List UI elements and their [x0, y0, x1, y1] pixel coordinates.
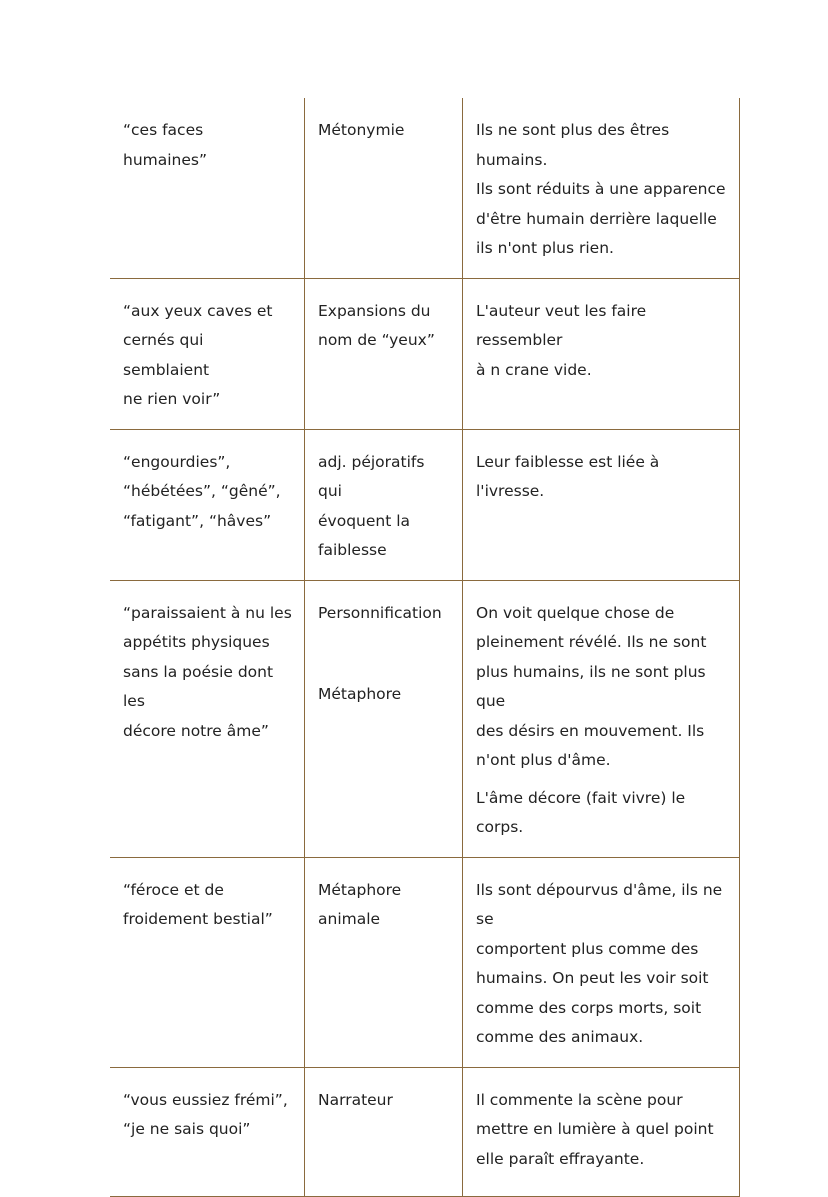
- analyse-text: Ils ne sont plus des êtres humains.: [476, 121, 670, 169]
- procede-text: Métaphore: [318, 880, 402, 899]
- procede-text: animale: [318, 910, 381, 928]
- analyse-text: elle paraît effrayante.: [476, 1149, 645, 1168]
- quote-text: “féroce et de: [123, 880, 224, 899]
- quote-text: “hébétées”, “gêné”,: [123, 482, 281, 500]
- procede-cell: [305, 429, 463, 580]
- procede-text: Métonymie: [318, 121, 405, 139]
- procede-cell: [305, 98, 463, 278]
- table-row: [110, 1067, 740, 1196]
- quote-text: froidement bestial”: [123, 910, 273, 928]
- quote-text: décore notre âme”: [123, 721, 269, 740]
- quote-cell: [110, 98, 305, 278]
- analyse-cell: [463, 98, 740, 278]
- procede-cell: [305, 857, 463, 1067]
- quote-text: “engourdies”,: [123, 452, 231, 471]
- quote-text: “paraissaient à nu les: [123, 603, 292, 622]
- procede-text: Métaphore: [318, 685, 402, 703]
- analyse-cell: [463, 857, 740, 1067]
- analyse-text: d'être humain derrière laquelle: [476, 209, 717, 228]
- quote-text: sans la poésie dont les: [123, 662, 274, 710]
- procede-text: faiblesse: [318, 541, 387, 559]
- procede-cell: [305, 1067, 463, 1196]
- procede-text: Personnification: [318, 603, 442, 622]
- quote-text: cernés qui semblaient: [123, 331, 210, 379]
- quote-text: “ces faces humaines”: [123, 121, 208, 169]
- analyse-text: des désirs en mouvement. Ils: [476, 721, 705, 740]
- analyse-text: Ils sont réduits à une apparence: [476, 180, 726, 198]
- quote-cell: [110, 429, 305, 580]
- analyse-text: comme des corps morts, soit: [476, 998, 702, 1017]
- analyse-cell: [463, 429, 740, 580]
- table-row: [110, 98, 740, 278]
- analyse-text: Ils sont dépourvus d'âme, ils ne se: [476, 880, 723, 928]
- analyse-text: plus humains, ils ne sont plus que: [476, 662, 706, 710]
- procede-text: adj. péjoratifs qui: [318, 452, 425, 500]
- analyse-text: On voit quelque chose de: [476, 603, 675, 622]
- procede-cell: [305, 278, 463, 429]
- procede-text: Narrateur: [318, 1090, 393, 1109]
- analyse-text: pleinement révélé. Ils ne sont: [476, 633, 707, 651]
- cell-spacer: [318, 628, 450, 680]
- analyse-text: ils n'ont plus rien.: [476, 239, 614, 257]
- analyse-text: comme des animaux.: [476, 1028, 644, 1046]
- quote-text: ne rien voir”: [123, 390, 221, 408]
- table-row: [110, 429, 740, 580]
- analyse-text: comportent plus comme des: [476, 939, 699, 958]
- analyse-text: mettre en lumière à quel point: [476, 1120, 714, 1138]
- table-row: [110, 580, 740, 857]
- analyse-text: Leur faiblesse est liée à l'ivresse.: [476, 452, 660, 500]
- quote-cell: [110, 580, 305, 857]
- quote-text: “aux yeux caves et: [123, 301, 273, 320]
- procede-text: nom de “yeux”: [318, 331, 435, 349]
- quote-text: “je ne sais quoi”: [123, 1120, 251, 1138]
- procede-cell: [305, 580, 463, 857]
- analyse-text: L'auteur veut les faire ressembler: [476, 301, 647, 349]
- quote-cell: [110, 857, 305, 1067]
- table-row: [110, 857, 740, 1067]
- analysis-table: [110, 98, 740, 1197]
- quote-cell: [110, 1067, 305, 1196]
- analyse-text: Il commente la scène pour: [476, 1090, 683, 1109]
- quote-cell: [110, 278, 305, 429]
- procede-text: Expansions du: [318, 301, 431, 320]
- quote-text: “vous eussiez frémi”,: [123, 1090, 288, 1109]
- analyse-cell: [463, 1067, 740, 1196]
- analyse-text: humains. On peut les voir soit: [476, 969, 709, 987]
- table-row: [110, 278, 740, 429]
- procede-text: évoquent la: [318, 511, 411, 530]
- analyse-text: n'ont plus d'âme.: [476, 751, 611, 769]
- analyse-cell: [463, 580, 740, 857]
- quote-text: appétits physiques: [123, 633, 270, 651]
- quote-text: “fatigant”, “hâves”: [123, 511, 272, 530]
- analyse-text: à n crane vide.: [476, 360, 592, 379]
- analyse-cell: [463, 278, 740, 429]
- analyse-text: L'âme décore (fait vivre) le corps.: [476, 788, 686, 836]
